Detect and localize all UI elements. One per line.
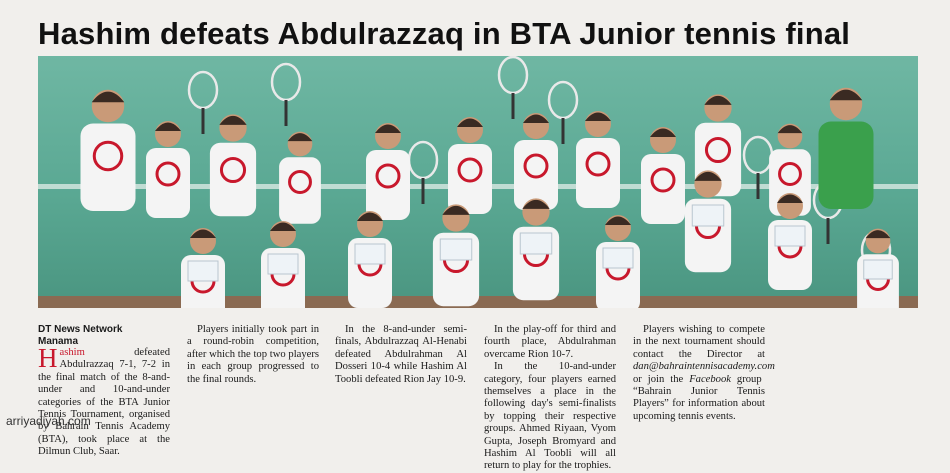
- facebook-word: Facebook: [689, 373, 731, 385]
- paragraph-6: [633, 324, 775, 423]
- shirt: [576, 138, 620, 208]
- drop-cap-word: ashim: [59, 347, 85, 358]
- article-column-4: [484, 324, 616, 473]
- paragraph-4: In the play-off for third and fourth place, Abdulrahman overcame Rion 10-7.: [484, 324, 616, 360]
- certificate: [268, 254, 298, 274]
- site-watermark: arriyadiyah.com: [6, 414, 91, 428]
- paragraph-5: In the 10-and-under category, four players earned themselves a place in the following day's semi-finalists by topping their respective groups. Ahmed Riyaan, Vyom Gupta, Joseph Bromyard and Hashim Al Toobli will all return to play for the trophies.: [484, 361, 616, 472]
- shirt: [81, 124, 136, 212]
- shirt: [279, 157, 321, 224]
- article-column-5: [633, 324, 775, 423]
- certificate: [188, 261, 218, 281]
- certificate: [355, 244, 385, 264]
- paragraph-6-end: group “Bahrain Junior Tennis Players” for information about upcoming tennis events.: [633, 373, 765, 422]
- drop-cap: H: [38, 343, 58, 373]
- byline-source: DT News Network: [38, 324, 123, 335]
- paragraph-3: In the 8-and-under semi-finals, Abdulrazzaq Al-Henabi defeated Abdulrahman Al Dosseri 10-4 while Hashim Al Toobli defeated Rion Jay 10-9.: [335, 324, 467, 385]
- headline: Hashim defeats Abdulrazzaq in BTA Junior tennis final: [38, 16, 851, 51]
- shirt: [448, 144, 492, 214]
- shirt: [366, 150, 410, 220]
- paragraph-6-lead: Players wishing to compete in the next tournament should contact the Director at: [633, 324, 765, 360]
- shirt: [641, 154, 685, 224]
- byline-location: Manama: [38, 335, 79, 347]
- certificate: [775, 226, 805, 246]
- shirt: [146, 148, 190, 218]
- article-column-1: [38, 324, 170, 459]
- paragraph-2: Players initially took part in a round-robin competition, after which the top two players in each group progressed to the final rounds.: [187, 324, 319, 385]
- certificate: [603, 248, 633, 268]
- shirt: [819, 122, 874, 210]
- certificate: [520, 233, 552, 254]
- article-column-3: [335, 324, 467, 386]
- paragraph-6-mid: or join the: [633, 373, 690, 385]
- paragraph-1-text: defeated Abdulrazzaq 7-1, 7-2 in the final match of the 8-and-under and 10-and-under categories of the BTA Junior Tennis Tournament, organised by Bahrain Tennis Academy (BTA), took place at the Dilmun Club, Saar.: [38, 347, 170, 458]
- article-column-2: [187, 324, 319, 386]
- paragraph-1: [38, 343, 170, 459]
- certificate: [692, 205, 724, 226]
- group-photo-illustration: [38, 56, 918, 308]
- group-photo: [38, 56, 918, 308]
- contact-email[interactable]: dan@bahraintennisacademy.com: [633, 361, 775, 373]
- certificate: [864, 260, 893, 279]
- certificate: [440, 239, 472, 260]
- shirt: [210, 143, 256, 217]
